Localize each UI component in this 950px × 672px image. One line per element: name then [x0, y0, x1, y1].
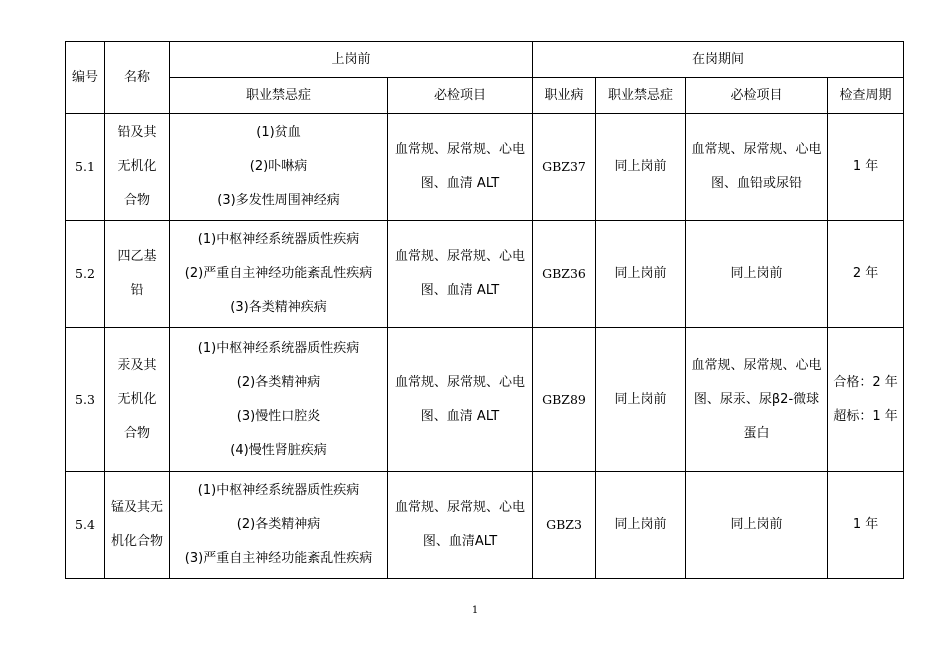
header-pre-job: 上岗前	[170, 42, 533, 78]
row-on-required-items-line: 同上岗前	[730, 266, 783, 281]
header-code: 编号	[66, 42, 105, 114]
page-number: 1	[471, 605, 479, 616]
row-pre-required-items-line: 血常规、尿常规、心电	[395, 500, 526, 515]
row-contraindications-line: (3)严重自主神经功能紊乱性疾病	[184, 551, 373, 566]
row-name-line: 无机化	[117, 391, 157, 407]
row-code: 5.2	[66, 221, 105, 328]
row-contraindications-line: (2)各类精神病	[236, 374, 321, 390]
row-check-period-line: 2 年	[852, 266, 879, 281]
row-name-line: 四乙基	[117, 249, 157, 264]
row-on-required-items-line: 血常规、尿常规、心电	[691, 142, 822, 157]
row-pre-required-items-line: 图、血清ALT	[422, 534, 498, 549]
row-name-line: 锰及其无	[110, 500, 163, 515]
row-occupational-disease: GBZ89	[533, 328, 596, 472]
row-on-required-items	[686, 221, 828, 328]
row-contraindications-line: (3)各类精神疾病	[230, 300, 327, 315]
table-row	[66, 221, 904, 328]
row-code: 5.1	[66, 114, 105, 221]
row-pre-required-items-line: 图、血清 ALT	[420, 408, 500, 424]
row-name	[105, 221, 170, 328]
row-name-line: 铅	[130, 283, 144, 298]
row-contraindications-line: (3)多发性周围神经病	[217, 193, 340, 208]
table-row	[66, 328, 904, 472]
row-check-period-line: 超标：1 年	[833, 408, 898, 424]
row-pre-required-items	[388, 221, 533, 328]
row-name	[105, 328, 170, 472]
row-code: 5.4	[66, 472, 105, 579]
table-row	[66, 114, 904, 221]
row-contraindications-line: (2)卟啉病	[249, 159, 308, 174]
row-check-period	[828, 114, 904, 221]
header-required-items: 必检项目	[388, 78, 533, 114]
row-on-required-items-line: 图、血铅或尿铅	[711, 176, 803, 191]
row-name-line: 合物	[123, 193, 150, 208]
occupational-exam-table	[65, 41, 904, 579]
row-pre-required-items-line: 图、血清 ALT	[420, 176, 500, 191]
row-name-line: 铅及其	[117, 125, 157, 140]
row-check-period-line: 1 年	[852, 517, 879, 532]
row-contraindications	[170, 472, 388, 579]
header-on-job: 在岗期间	[533, 42, 904, 78]
header-occupational-disease: 职业病	[533, 78, 596, 114]
row-pre-required-items-line: 血常规、尿常规、心电	[395, 249, 526, 264]
row-contraindications-line: (4)慢性肾脏疾病	[230, 442, 327, 458]
row-contraindications-line: (1)贫血	[256, 125, 301, 140]
row-name	[105, 472, 170, 579]
row-on-required-items	[686, 472, 828, 579]
row-check-period	[828, 221, 904, 328]
row-contraindications-line: (1)中枢神经系统器质性疾病	[197, 232, 360, 247]
row-name-line: 合物	[123, 425, 150, 441]
row-contraindications	[170, 328, 388, 472]
row-contraindications	[170, 114, 388, 221]
row-on-required-items-line: 同上岗前	[730, 517, 783, 532]
row-pre-required-items-line: 血常规、尿常规、心电	[395, 374, 526, 390]
row-contraindications-line: (2)严重自主神经功能紊乱性疾病	[184, 266, 373, 281]
row-name-line: 机化合物	[110, 534, 163, 549]
row-pre-required-items	[388, 472, 533, 579]
row-check-period	[828, 472, 904, 579]
row-on-required-items	[686, 114, 828, 221]
row-on-contraindications: 同上岗前	[596, 472, 686, 579]
row-contraindications	[170, 221, 388, 328]
row-pre-required-items-line: 血常规、尿常规、心电	[395, 142, 526, 157]
row-occupational-disease: GBZ3	[533, 472, 596, 579]
row-occupational-disease: GBZ37	[533, 114, 596, 221]
row-pre-required-items	[388, 328, 533, 472]
row-occupational-disease: GBZ36	[533, 221, 596, 328]
table-row	[66, 472, 904, 579]
row-contraindications-line: (3)慢性口腔炎	[236, 408, 321, 424]
row-on-required-items-line: 图、尿汞、尿β2-微球	[693, 391, 820, 407]
header-required-items-on-job: 必检项目	[686, 78, 828, 114]
row-on-required-items	[686, 328, 828, 472]
row-check-period	[828, 328, 904, 472]
header-contraindications: 职业禁忌症	[170, 78, 388, 114]
row-pre-required-items	[388, 114, 533, 221]
row-name	[105, 114, 170, 221]
header-contraindications-on-job: 职业禁忌症	[596, 78, 686, 114]
header-check-period: 检查周期	[828, 78, 904, 114]
row-on-required-items-line: 血常规、尿常规、心电	[691, 357, 822, 373]
row-code: 5.3	[66, 328, 105, 472]
row-pre-required-items-line: 图、血清 ALT	[420, 283, 500, 298]
row-on-contraindications: 同上岗前	[596, 114, 686, 221]
row-contraindications-line: (1)中枢神经系统器质性疾病	[197, 483, 360, 498]
row-on-required-items-line: 蛋白	[743, 425, 770, 441]
row-check-period-line: 1 年	[852, 159, 879, 174]
row-name-line: 汞及其	[117, 357, 157, 373]
row-name-line: 无机化	[117, 159, 157, 174]
row-on-contraindications: 同上岗前	[596, 221, 686, 328]
header-name: 名称	[105, 42, 170, 114]
row-contraindications-line: (2)各类精神病	[236, 517, 321, 532]
row-check-period-line: 合格：2 年	[833, 374, 898, 390]
row-contraindications-line: (1)中枢神经系统器质性疾病	[197, 340, 360, 356]
row-on-contraindications: 同上岗前	[596, 328, 686, 472]
